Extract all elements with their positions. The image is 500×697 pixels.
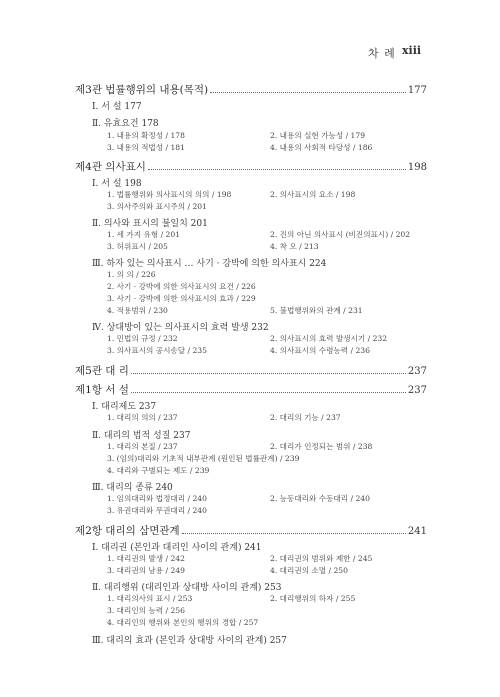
toc-item: 4. 대리인의 행위와 본인의 행위의 경합 / 257 [107, 618, 259, 627]
toc-item: 2. 능동대리와 수동대리 / 240 [270, 494, 370, 503]
toc-chapter-row [75, 159, 427, 174]
toc-chapter-row [75, 363, 427, 378]
toc-item: 1. 임의대리와 법정대리 / 240 [107, 494, 207, 503]
toc-item: 4. 대리와 구별되는 제도 / 239 [107, 466, 210, 475]
toc-chapter-page: 198 [407, 162, 427, 173]
toc-chapter-row [75, 382, 427, 397]
toc-item: 1. 대리의 의의 / 237 [107, 413, 178, 422]
toc-section: Ⅲ. 하자 있는 의사표시 … 사기 · 강박에 의한 의사표시 224 [92, 259, 327, 269]
toc-item: 3. 허위표시 / 205 [107, 242, 168, 251]
page-number: xiii [402, 44, 422, 57]
toc-item: 1. 대리권의 발생 / 242 [107, 554, 185, 563]
toc-chapter-row [75, 523, 427, 538]
toc-section: Ⅱ. 대리의 법적 성질 237 [92, 431, 191, 441]
toc-item: 1. 법률행위와 의사표시의 의의 / 198 [107, 190, 232, 199]
toc-dot-leader [182, 533, 406, 534]
toc-chapter-page: 177 [407, 85, 427, 96]
toc-dot-leader [148, 169, 406, 170]
toc-item: 1. 세 가지 유형 / 201 [107, 230, 181, 239]
running-header: 차 례 [368, 47, 396, 60]
toc-chapter-page: 237 [407, 385, 427, 396]
toc-item: 3. 대리인의 능력 / 256 [107, 606, 185, 615]
toc-item: 2. 내용의 실현 가능성 / 179 [270, 131, 366, 140]
toc-item: 1. 대리의사의 표시 / 253 [107, 594, 193, 603]
toc-item: 4. 착 오 / 213 [270, 242, 319, 251]
toc-section: Ⅰ. 서 설 198 [92, 179, 142, 189]
toc-item: 3. 의사표시의 공시송달 / 235 [107, 346, 207, 355]
toc-item: 2. 대리가 인정되는 범위 / 238 [270, 442, 373, 451]
toc-chapter-row [75, 82, 427, 97]
toc-item: 1. 대리의 본질 / 237 [107, 442, 178, 451]
toc-section: Ⅰ. 서 설 177 [92, 102, 142, 112]
toc-chapter-title: 제3관 법률행위의 내용(목적) [75, 84, 209, 96]
toc-item: 2. 대리의 기능 / 237 [270, 413, 341, 422]
toc-item: 3. 사기 · 강박에 의한 의사표시의 효과 / 229 [107, 294, 256, 303]
toc-section: Ⅳ. 상대방이 있는 의사표시의 효력 발생 232 [92, 323, 269, 333]
toc-item: 4. 적용범위 / 230 [107, 306, 168, 315]
toc-chapter-title: 제5관 대 리 [75, 365, 129, 377]
toc-chapter-title: 제1항 서 설 [75, 384, 129, 396]
toc-section: Ⅱ. 유효요건 178 [92, 119, 159, 129]
toc-item: 3. 의사주의와 표시주의 / 201 [107, 202, 207, 211]
toc-dot-leader [210, 92, 406, 93]
toc-item: 1. 민법의 규정 / 232 [107, 334, 178, 343]
toc-item: 4. 의사표시의 수령능력 / 236 [270, 346, 370, 355]
toc-section: Ⅱ. 의사와 표시의 불일치 201 [92, 219, 208, 229]
toc-item: 4. 내용의 사회적 타당성 / 186 [270, 143, 373, 152]
toc-item: 2. 대리행위의 하자 / 255 [270, 594, 356, 603]
toc-section: Ⅲ. 대리의 효과 (본인과 상대방 사이의 관계) 257 [92, 636, 287, 646]
toc-item: 5. 불법행위와의 관계 / 231 [270, 306, 363, 315]
toc-chapter-title: 제4관 의사표시 [75, 161, 146, 173]
toc-item: 2. 의사표시의 효력 발생시기 / 232 [270, 334, 388, 343]
toc-item: 1. 의 의 / 226 [107, 270, 156, 279]
toc-item: 3. 내용의 적법성 / 181 [107, 143, 185, 152]
toc-dot-leader [131, 392, 406, 393]
toc-item: 2. 진의 아닌 의사표시 (비진의표시) / 202 [270, 230, 411, 239]
toc-section: Ⅰ. 대리제도 237 [92, 402, 157, 412]
toc-item: 2. 사기 · 강박에 의한 의사표시의 요건 / 226 [107, 282, 256, 291]
toc-item: 3. 유권대리와 무권대리 / 240 [107, 506, 207, 515]
toc-dot-leader [131, 373, 406, 374]
toc-item: 1. 내용의 확정성 / 178 [107, 131, 185, 140]
toc-section: Ⅰ. 대리권 (본인과 대리인 사이의 관계) 241 [92, 543, 262, 553]
toc-section: Ⅱ. 대리행위 (대리인과 상대방 사이의 관계) 253 [92, 583, 282, 593]
toc-item: 4. 대리권의 소멸 / 250 [270, 566, 348, 575]
toc-chapter-page: 237 [407, 366, 427, 377]
toc-item: 2. 의사표시의 요소 / 198 [270, 190, 356, 199]
toc-chapter-title: 제2항 대리의 삼면관계 [75, 525, 180, 537]
toc-item: 3. (임의)대리와 기초적 내부관계 (원인된 법률관계) / 239 [107, 454, 300, 463]
toc-item: 2. 대리권의 범위와 제한 / 245 [270, 554, 373, 563]
toc-item: 3. 대리권의 남용 / 249 [107, 566, 185, 575]
toc-section: Ⅲ. 대리의 종류 240 [92, 483, 173, 493]
toc-chapter-page: 241 [407, 526, 427, 537]
